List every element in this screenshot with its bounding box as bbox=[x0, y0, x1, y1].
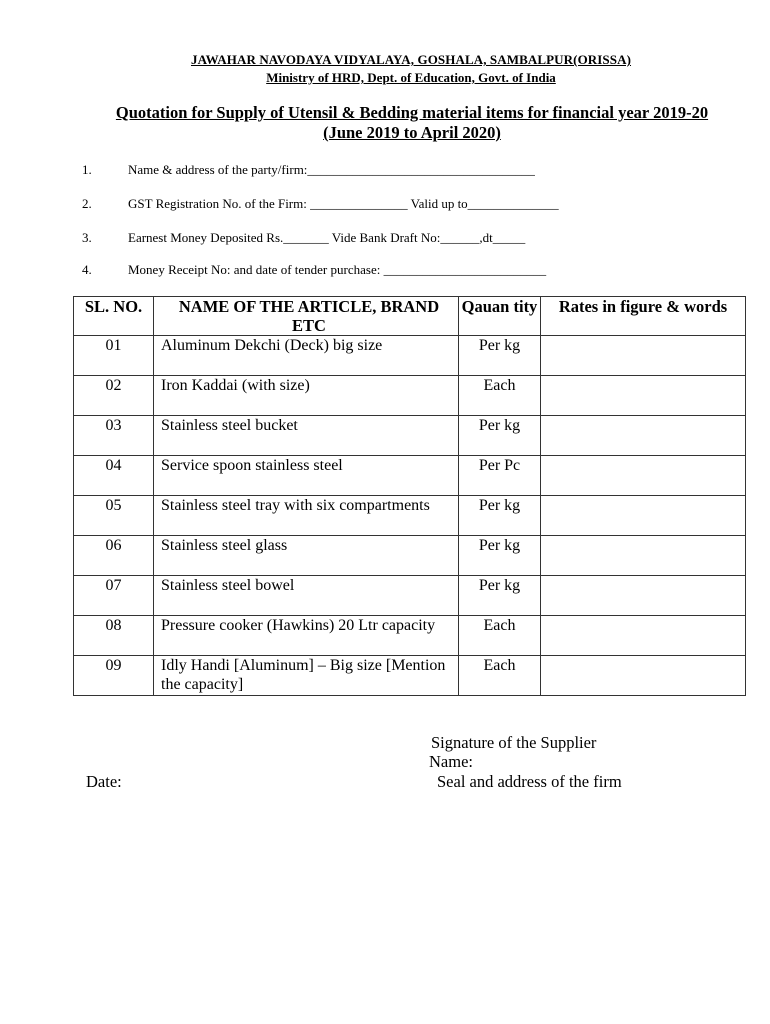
field-label: Money Receipt No: and date of tender purchase: _________________________ bbox=[128, 262, 547, 277]
row-sl-no: 09 bbox=[74, 656, 154, 696]
table-row bbox=[74, 656, 746, 696]
row-rate-cell[interactable] bbox=[541, 496, 746, 536]
row-sl-no: 07 bbox=[74, 576, 154, 616]
row-sl-no: 02 bbox=[74, 376, 154, 416]
row-sl-no: 01 bbox=[74, 336, 154, 376]
header-rates: Rates in figure & words bbox=[541, 297, 746, 336]
row-quantity: Per Pc bbox=[459, 456, 541, 496]
quotation-title: Quotation for Supply of Utensil & Bedding material items for financial year 2019-20 bbox=[115, 103, 709, 122]
row-rate-cell[interactable] bbox=[541, 616, 746, 656]
table-row bbox=[74, 496, 746, 536]
header-sl-no: SL. NO. bbox=[74, 297, 154, 336]
header-quantity: Qauan tity bbox=[459, 297, 541, 336]
row-quantity: Each bbox=[459, 376, 541, 416]
row-quantity: Per kg bbox=[459, 536, 541, 576]
table-row bbox=[74, 576, 746, 616]
field-money-receipt bbox=[82, 262, 546, 278]
row-article-name: Pressure cooker (Hawkins) 20 Ltr capacity bbox=[154, 616, 459, 656]
school-name-heading: JAWAHAR NAVODAYA VIDYALAYA, GOSHALA, SAMBALPUR(ORISSA) bbox=[190, 52, 632, 67]
field-number: 2. bbox=[82, 196, 92, 211]
field-label: Name & address of the party/firm:___________________________________ bbox=[128, 162, 535, 177]
quotation-period: (June 2019 to April 2020) bbox=[323, 123, 501, 142]
table-row bbox=[74, 536, 746, 576]
field-gst-registration bbox=[82, 196, 559, 212]
row-quantity: Per kg bbox=[459, 336, 541, 376]
field-number: 4. bbox=[82, 262, 92, 277]
row-article-name: Stainless steel tray with six compartments bbox=[154, 496, 459, 536]
table-row bbox=[74, 416, 746, 456]
signature-label: Signature of the Supplier bbox=[431, 733, 597, 752]
header-article-name: NAME OF THE ARTICLE, BRAND ETC bbox=[154, 297, 459, 336]
field-label: Earnest Money Deposited Rs._______ Vide Bank Draft No:______,dt_____ bbox=[128, 230, 526, 245]
row-sl-no: 06 bbox=[74, 536, 154, 576]
row-rate-cell[interactable] bbox=[541, 416, 746, 456]
row-sl-no: 03 bbox=[74, 416, 154, 456]
seal-address-label: Seal and address of the firm bbox=[437, 772, 622, 791]
row-article-name: Stainless steel bucket bbox=[154, 416, 459, 456]
table-header-row bbox=[74, 297, 746, 336]
date-label: Date: bbox=[86, 772, 122, 791]
row-rate-cell[interactable] bbox=[541, 336, 746, 376]
row-article-name: Iron Kaddai (with size) bbox=[154, 376, 459, 416]
row-quantity: Per kg bbox=[459, 576, 541, 616]
supplier-name-label: Name: bbox=[429, 752, 473, 771]
table-row bbox=[74, 336, 746, 376]
row-quantity: Each bbox=[459, 656, 541, 696]
table-row bbox=[74, 456, 746, 496]
row-sl-no: 05 bbox=[74, 496, 154, 536]
table-row bbox=[74, 376, 746, 416]
row-article-name: Service spoon stainless steel bbox=[154, 456, 459, 496]
row-sl-no: 04 bbox=[74, 456, 154, 496]
row-quantity: Per kg bbox=[459, 496, 541, 536]
row-rate-cell[interactable] bbox=[541, 656, 746, 696]
field-earnest-money bbox=[82, 230, 525, 246]
field-number: 1. bbox=[82, 162, 92, 177]
row-quantity: Per kg bbox=[459, 416, 541, 456]
ministry-heading: Ministry of HRD, Dept. of Education, Govt. of India bbox=[266, 70, 556, 85]
row-quantity: Each bbox=[459, 616, 541, 656]
items-table bbox=[73, 296, 746, 696]
row-article-name: Aluminum Dekchi (Deck) big size bbox=[154, 336, 459, 376]
row-rate-cell[interactable] bbox=[541, 456, 746, 496]
row-article-name: Stainless steel glass bbox=[154, 536, 459, 576]
row-article-name: Idly Handi [Aluminum] – Big size [Mention the capacity] bbox=[154, 656, 459, 696]
row-article-name: Stainless steel bowel bbox=[154, 576, 459, 616]
field-number: 3. bbox=[82, 230, 92, 245]
row-rate-cell[interactable] bbox=[541, 536, 746, 576]
row-rate-cell[interactable] bbox=[541, 576, 746, 616]
row-rate-cell[interactable] bbox=[541, 376, 746, 416]
row-sl-no: 08 bbox=[74, 616, 154, 656]
field-party-name bbox=[82, 162, 535, 178]
field-label: GST Registration No. of the Firm: _______________ Valid up to______________ bbox=[128, 196, 559, 211]
table-row bbox=[74, 616, 746, 656]
